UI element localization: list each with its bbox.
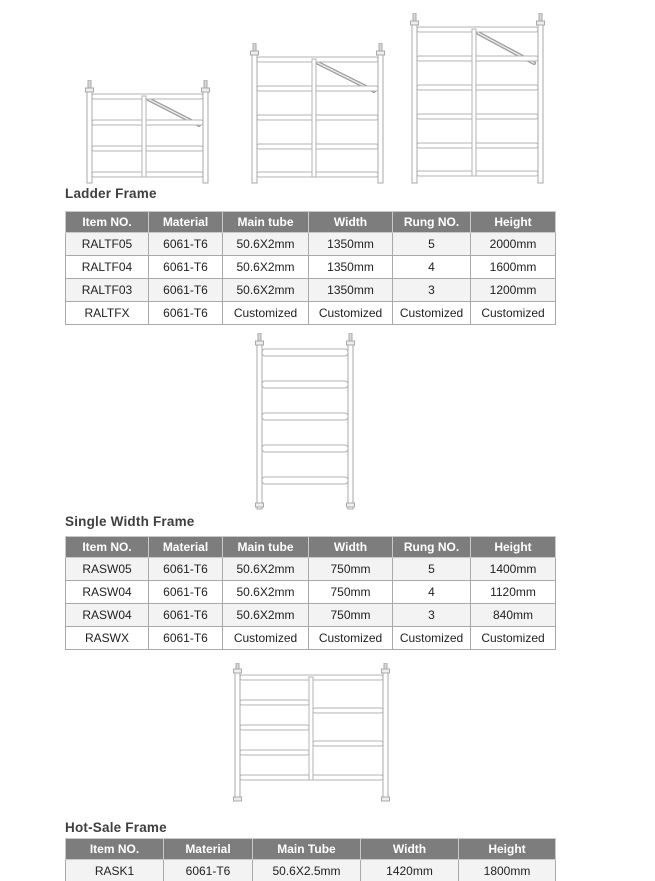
hot-sale-frame-diagram — [233, 663, 390, 803]
table-cell: RALTFX — [66, 302, 149, 325]
frame-rungs — [257, 57, 378, 177]
table-cell: Customized — [471, 627, 556, 650]
table-cell: 6061-T6 — [149, 233, 223, 256]
table-cell: 6061-T6 — [164, 860, 253, 881]
column-header: Height — [471, 537, 556, 558]
table-cell: RASW05 — [66, 558, 149, 581]
table-cell: 6061-T6 — [149, 279, 223, 302]
table-cell: 1350mm — [309, 233, 393, 256]
table-cell: 6061-T6 — [149, 581, 223, 604]
column-header: Rung NO. — [393, 212, 471, 233]
table-cell: Customized — [393, 302, 471, 325]
table-cell: RASWX — [66, 627, 149, 650]
column-header: Item NO. — [66, 839, 164, 860]
column-header: Item NO. — [66, 212, 149, 233]
table-cell: 750mm — [309, 604, 393, 627]
table-cell: 1350mm — [309, 279, 393, 302]
table-cell: 5 — [393, 558, 471, 581]
ladder-frame-diagram-small — [85, 80, 210, 185]
column-header: Material — [164, 839, 253, 860]
table-cell: 1350mm — [309, 256, 393, 279]
column-header: Material — [149, 212, 223, 233]
column-header: Material — [149, 537, 223, 558]
ladder-frame-diagram-medium — [250, 43, 385, 185]
frame-rungs — [262, 349, 348, 484]
header-row — [66, 537, 556, 558]
table-cell: RALTF05 — [66, 233, 149, 256]
table-row — [66, 604, 556, 627]
table-row — [66, 627, 556, 650]
frame-rungs — [417, 27, 538, 176]
table-cell: 5 — [393, 233, 471, 256]
table-cell: 50.6X2mm — [223, 256, 309, 279]
single-width-frame-spec-table — [65, 536, 556, 650]
column-header: Width — [309, 537, 393, 558]
hot-sale-frame-spec-table — [65, 838, 556, 881]
column-header: Main tube — [223, 537, 309, 558]
table-cell: 50.6X2.5mm — [253, 860, 361, 881]
table-row — [66, 302, 556, 325]
table-row — [66, 256, 556, 279]
column-header: Rung NO. — [393, 537, 471, 558]
table-cell: 1120mm — [471, 581, 556, 604]
table-cell: 50.6X2mm — [223, 604, 309, 627]
table-cell: RASW04 — [66, 581, 149, 604]
ladder-frame-spec-table — [65, 211, 556, 325]
table-cell: Customized — [393, 627, 471, 650]
column-header: Width — [309, 212, 393, 233]
column-header: Height — [459, 839, 556, 860]
table-cell: RASW04 — [66, 604, 149, 627]
single-width-frame-diagram — [255, 333, 355, 515]
frame-rungs — [92, 94, 203, 177]
column-header: Item NO. — [66, 537, 149, 558]
table-cell: RASK1 — [66, 860, 164, 881]
table-cell: 50.6X2mm — [223, 279, 309, 302]
ladder-frame-diagram-large — [410, 13, 545, 185]
table-cell: 6061-T6 — [149, 627, 223, 650]
table-cell: Customized — [471, 302, 556, 325]
table-row — [66, 581, 556, 604]
header-row — [66, 839, 556, 860]
frame-rungs — [240, 675, 383, 780]
table-cell: Customized — [223, 302, 309, 325]
table-cell: RALTF04 — [66, 256, 149, 279]
table-cell: 2000mm — [471, 233, 556, 256]
table-cell: 50.6X2mm — [223, 581, 309, 604]
column-header: Width — [361, 839, 459, 860]
table-cell: 1400mm — [471, 558, 556, 581]
table-cell: 3 — [393, 279, 471, 302]
table-cell: 750mm — [309, 558, 393, 581]
header-row — [66, 212, 556, 233]
table-cell: 1200mm — [471, 279, 556, 302]
section-title-hot-sale-frame: Hot-Sale Frame — [65, 820, 167, 835]
table-cell: 6061-T6 — [149, 558, 223, 581]
table-row — [66, 860, 556, 881]
section-title-ladder-frame: Ladder Frame — [65, 186, 157, 201]
table-cell: Customized — [309, 627, 393, 650]
table-cell: 50.6X2mm — [223, 558, 309, 581]
table-cell: 50.6X2mm — [223, 233, 309, 256]
table-row — [66, 233, 556, 256]
table-cell: 4 — [393, 581, 471, 604]
table-cell: 6061-T6 — [149, 302, 223, 325]
table-cell: 6061-T6 — [149, 256, 223, 279]
column-header: Height — [471, 212, 556, 233]
table-row — [66, 558, 556, 581]
table-cell: 6061-T6 — [149, 604, 223, 627]
table-cell: Customized — [223, 627, 309, 650]
table-cell: 1420mm — [361, 860, 459, 881]
table-cell: RALTF03 — [66, 279, 149, 302]
table-cell: 840mm — [471, 604, 556, 627]
table-row — [66, 279, 556, 302]
section-title-single-width-frame: Single Width Frame — [65, 514, 195, 529]
table-cell: 4 — [393, 256, 471, 279]
table-cell: 1800mm — [459, 860, 556, 881]
table-cell: 750mm — [309, 581, 393, 604]
column-header: Main Tube — [253, 839, 361, 860]
column-header: Main tube — [223, 212, 309, 233]
frame-posts — [411, 13, 545, 183]
table-cell: 1600mm — [471, 256, 556, 279]
table-cell: Customized — [309, 302, 393, 325]
table-cell: 3 — [393, 604, 471, 627]
